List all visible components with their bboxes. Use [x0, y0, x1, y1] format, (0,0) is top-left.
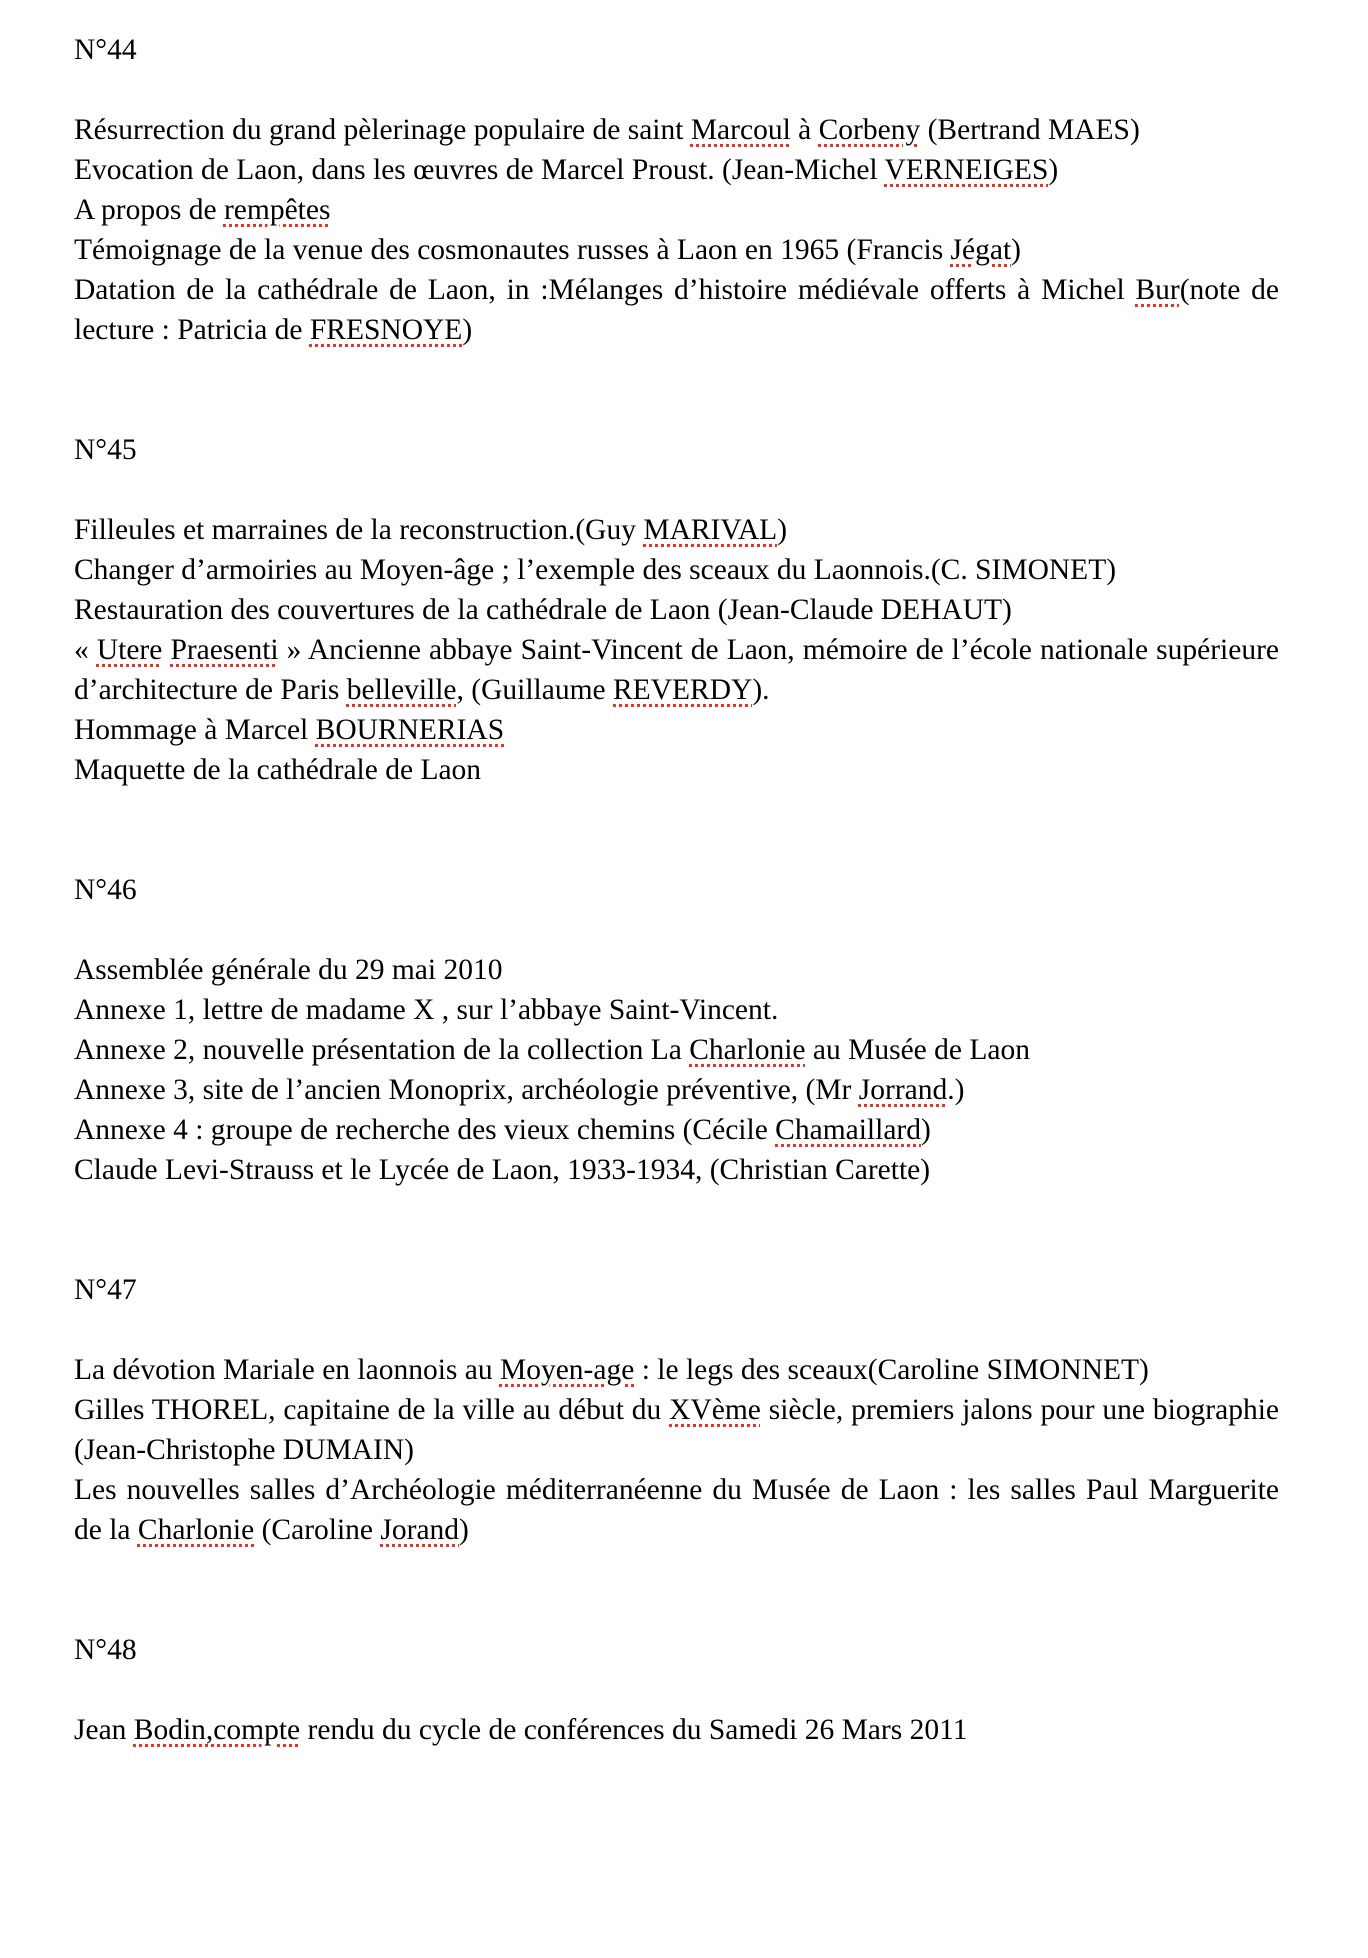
article-entry: « Utere Praesenti » Ancienne abbaye Saint-Vincent de Laon, mémoire de l’école nationale supérieure d’architecture de Paris belleville, (Guillaume REVERDY).	[74, 634, 1280, 706]
article-entry: Les nouvelles salles d’Archéologie méditerranéenne du Musée de Laon : les salles Paul Marguerite de la Charlonie (Caroline Jorand)	[74, 1474, 1279, 1546]
spellcheck-flagged-word[interactable]: Jorrand	[858, 1074, 948, 1106]
article-entry: Gilles THOREL, capitaine de la ville au début du XVème siècle, premiers jalons pour une biographie (Jean-Christophe DUMAIN)	[74, 1394, 1279, 1466]
article-entry: Filleules et marraines de la reconstruction.(Guy MARIVAL)	[74, 514, 788, 546]
issue-section	[74, 1630, 1279, 1750]
spellcheck-flagged-word[interactable]: FRESNOYE	[309, 314, 463, 346]
spellcheck-flagged-word[interactable]: Charlonie	[137, 1514, 255, 1546]
article-list	[74, 950, 1279, 1190]
article-entry: Jean Bodin,compte rendu du cycle de conférences du Samedi 26 Mars 2011	[74, 1714, 968, 1746]
article-entry: Annexe 4 : groupe de recherche des vieux chemins (Cécile Chamaillard)	[74, 1114, 931, 1146]
spellcheck-flagged-word[interactable]: Bur	[1135, 274, 1180, 306]
spellcheck-flagged-word[interactable]: Moyen-age	[499, 1354, 635, 1386]
issue-number: N°44	[74, 34, 137, 66]
spellcheck-flagged-word[interactable]: Bodin,compte	[133, 1714, 301, 1746]
spellcheck-flagged-word[interactable]: Praesenti	[170, 634, 279, 666]
spellcheck-flagged-word[interactable]: MARIVAL	[643, 514, 778, 546]
article-entry: Résurrection du grand pèlerinage populaire de saint Marcoul à Corbeny (Bertrand MAES)	[74, 114, 1140, 146]
spellcheck-flagged-word[interactable]: rempêtes	[223, 194, 331, 226]
article-list	[74, 1710, 1279, 1750]
document-page[interactable]	[74, 30, 1279, 1750]
spellcheck-flagged-word[interactable]: belleville	[346, 674, 457, 706]
issue-section	[74, 870, 1279, 1270]
article-entry: Datation de la cathédrale de Laon, in :Mélanges d’histoire médiévale offerts à Michel Bur(note de lecture : Patricia de FRESNOYE)	[74, 274, 1279, 346]
spellcheck-flagged-word[interactable]: VERNEIGES	[884, 154, 1049, 186]
article-entry: Claude Levi-Strauss et le Lycée de Laon, 1933-1934, (Christian Carette)	[74, 1154, 931, 1186]
article-entry: Evocation de Laon, dans les œuvres de Marcel Proust. (Jean-Michel VERNEIGES)	[74, 154, 1059, 186]
article-entry: Restauration des couvertures de la cathédrale de Laon (Jean-Claude DEHAUT)	[74, 594, 1012, 626]
spellcheck-flagged-word[interactable]: Chamaillard	[775, 1114, 921, 1146]
article-list	[74, 110, 1279, 350]
article-entry: Annexe 2, nouvelle présentation de la collection La Charlonie au Musée de Laon	[74, 1034, 1030, 1066]
spellcheck-flagged-word[interactable]: Utere	[96, 634, 163, 666]
article-entry: Témoignage de la venue des cosmonautes russes à Laon en 1965 (Francis Jégat)	[74, 234, 1021, 266]
spellcheck-flagged-word[interactable]: BOURNERIAS	[315, 714, 505, 746]
section-spacer	[74, 1550, 1279, 1630]
section-spacer	[74, 1190, 1279, 1270]
article-entry: La dévotion Mariale en laonnois au Moyen-age : le legs des sceaux(Caroline SIMONNET)	[74, 1354, 1149, 1386]
section-spacer	[74, 350, 1279, 430]
spellcheck-flagged-word[interactable]: REVERDY	[613, 674, 753, 706]
article-entry: Annexe 3, site de l’ancien Monoprix, archéologie préventive, (Mr Jorrand.)	[74, 1074, 965, 1106]
issue-section	[74, 1270, 1279, 1630]
article-entry: Changer d’armoiries au Moyen-âge ; l’exemple des sceaux du Laonnois.(C. SIMONET)	[74, 554, 1117, 586]
article-entry: Annexe 1, lettre de madame X , sur l’abbaye Saint-Vincent.	[74, 994, 779, 1026]
issue-number: N°48	[74, 1634, 137, 1666]
article-entry: A propos de rempêtes	[74, 194, 331, 226]
spellcheck-flagged-word[interactable]: Jorand	[380, 1514, 460, 1546]
issue-section	[74, 30, 1279, 430]
spellcheck-flagged-word[interactable]: Corbeny	[818, 114, 921, 146]
article-list	[74, 510, 1279, 790]
spellcheck-flagged-word[interactable]: Charlonie	[689, 1034, 806, 1066]
issue-number: N°45	[74, 434, 137, 466]
article-entry: Assemblée générale du 29 mai 2010	[74, 954, 503, 986]
section-spacer	[74, 790, 1279, 870]
issue-section	[74, 430, 1279, 870]
article-entry: Maquette de la cathédrale de Laon	[74, 754, 482, 786]
article-list	[74, 1350, 1279, 1550]
issue-number: N°47	[74, 1274, 137, 1306]
spellcheck-flagged-word[interactable]: Marcoul	[690, 114, 791, 146]
spellcheck-flagged-word[interactable]: XVème	[669, 1394, 761, 1426]
spellcheck-flagged-word[interactable]: Jégat	[950, 234, 1012, 266]
article-entry: Hommage à Marcel BOURNERIAS	[74, 714, 505, 746]
issue-number: N°46	[74, 874, 137, 906]
